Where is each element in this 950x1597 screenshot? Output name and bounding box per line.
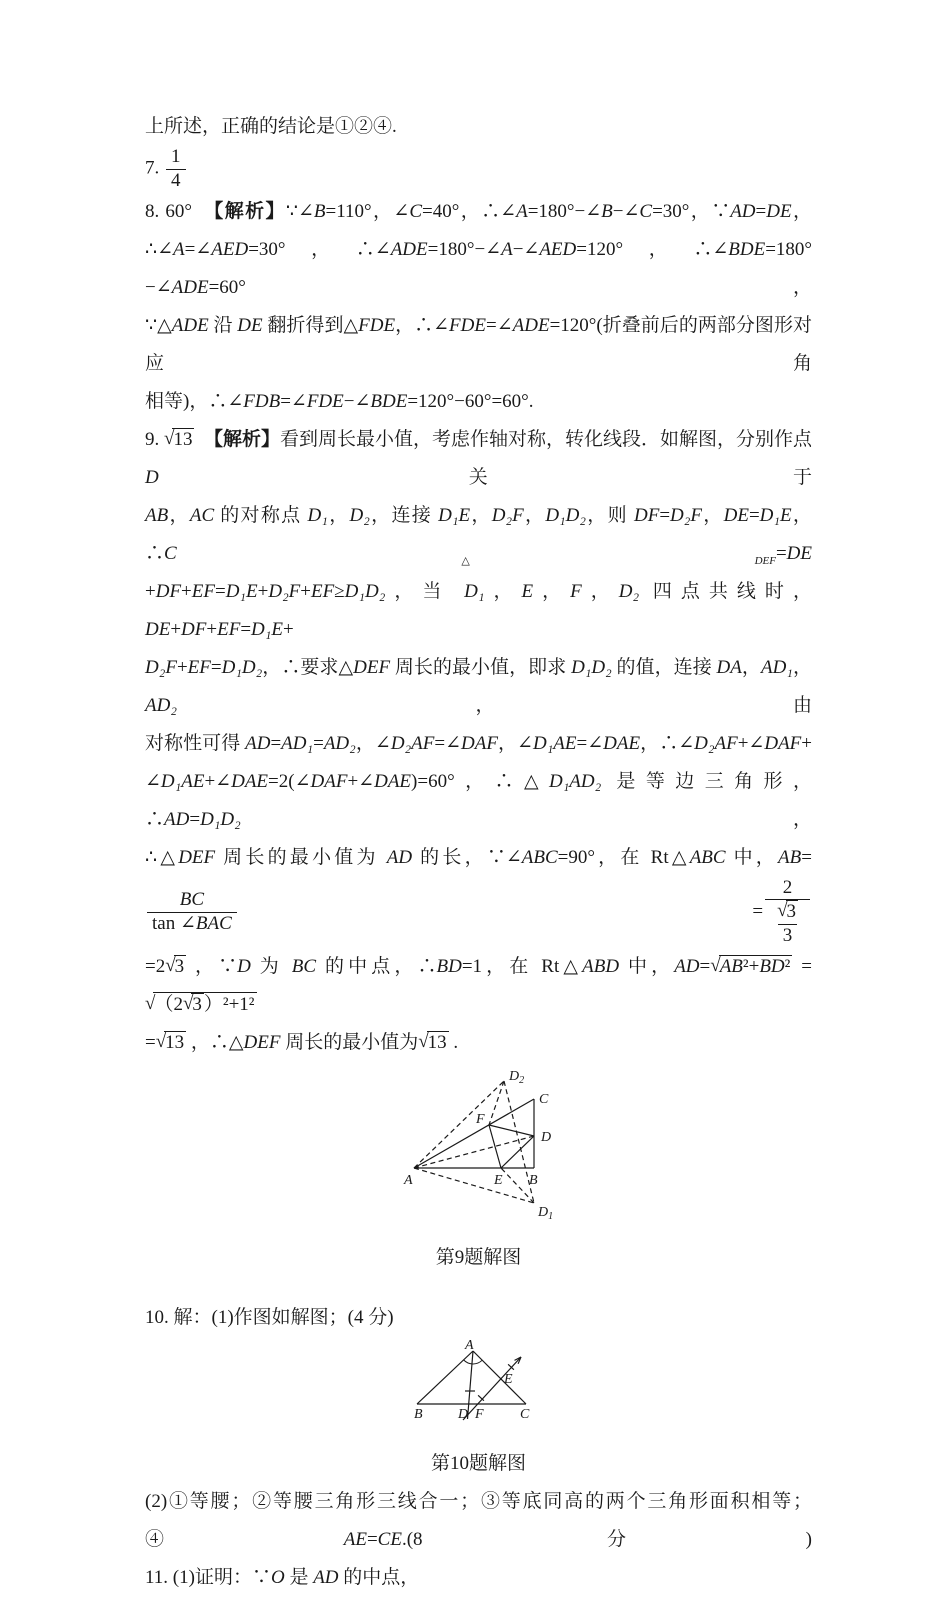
text-line: D₂F+EF=D₁D₂，∴要求△DEF 周长的最小值，即求 D₁D₂ 的值，连接 DA，AD₁，AD₂，由 xyxy=(145,656,812,716)
figure-10-diagram xyxy=(411,1337,546,1436)
text-line: 10. 解：(1)作图如解图；(4 分) xyxy=(145,1306,394,1328)
figure-9-caption: 第9题解图 xyxy=(435,1246,522,1268)
text-line: =√13 ，∴△DEF 周长的最小值为√13 . xyxy=(145,1030,459,1053)
solution-lines-top xyxy=(145,108,812,1062)
text-line: AB，AC 的对称点 D₁，D₂，连接 D₁E，D₂F，D₁D₂，则 DF=D₂F，DE=D₁E，$\therefore C_{\triangle DEF}=DE$ xyxy=(145,504,812,567)
figure-9-block xyxy=(145,1068,812,1271)
text-line: 8. 60° 【解析】∵∠B=110°，∠C=40°，∴∠A=180°−∠B−∠C=30°，∵AD=DE， xyxy=(145,200,812,222)
svg-text:C: C xyxy=(520,1406,530,1422)
svg-text:B: B xyxy=(528,1172,538,1188)
text-line: 11. (1)证明：∵O 是 AD 的中点， xyxy=(145,1566,420,1588)
svg-text:E: E xyxy=(493,1172,503,1188)
text-line: 上所述，正确的结论是①②④. xyxy=(145,116,397,137)
text-line: ∴∠A=∠AED=30°，∴∠ADE=180°−∠A−∠AED=120°，∴∠BDE=180°−∠ADE=60°， xyxy=(145,238,813,298)
solution-lines-mid xyxy=(145,1299,812,1337)
solution-content xyxy=(145,108,812,1597)
svg-text:B: B xyxy=(414,1406,423,1422)
solution-lines-bottom xyxy=(145,1483,812,1597)
svg-text:F: F xyxy=(475,1406,484,1422)
figure-10-block xyxy=(145,1337,812,1477)
text-line: ∴△DEF 周长的最小值为 AD 的长，∵∠ABC=90°，在 Rt△ABC 中，AB= $\frac{BC}{\text{tan ∠BAC}}$ = $\frac{2}{\frac{√3}{3}}$ xyxy=(145,846,812,947)
text-line: 相等)，∴∠FDB=∠FDE−∠BDE=120°−60°=60°. xyxy=(145,390,534,412)
text-line: ∠D₁AE+∠DAE=2(∠DAF+∠DAE)=60°，∴△D₁AD₂ 是等边三角形，∴AD=D₁D₂， xyxy=(145,770,812,830)
text-line: 9. √13 【解析】看到周长最小值，考虑作轴对称，转化线段．如解图，分别作点 D 关于 xyxy=(145,427,812,488)
svg-text:D: D xyxy=(540,1129,551,1145)
text-line: ∵△ADE 沿 DE 翻折得到△FDE，∴∠FDE=∠ADE=120°(折叠前后的两部分图形对应角 xyxy=(145,314,812,374)
figure-9-diagram xyxy=(394,1068,564,1226)
text-line: =2√3 ，∵D 为 BC 的中点，∴BD=1，在 Rt△ABD 中，AD=√AB²+BD² =√（2√3 ）²+1² xyxy=(145,954,812,1015)
svg-text:A: A xyxy=(465,1337,474,1353)
svg-text:F: F xyxy=(475,1111,485,1127)
figure-10-caption: 第10题解图 xyxy=(430,1452,526,1474)
text-line: (2)①等腰；②等腰三角形三线合一；③等底同高的两个三角形面积相等；④AE=CE.(8 分) xyxy=(145,1490,812,1550)
figure-9 xyxy=(145,1068,812,1231)
svg-text:E: E xyxy=(504,1371,513,1387)
svg-text:D1: $D_1$ xyxy=(537,1204,553,1222)
svg-text:A: A xyxy=(403,1172,413,1188)
svg-text:D2: $D_2$ xyxy=(508,1068,524,1086)
svg-text:D: D xyxy=(458,1406,469,1422)
svg-text:C: C xyxy=(538,1091,548,1107)
text-line: 对称性可得 AD=AD₁=AD₂，∠D₂AF=∠DAF，∠D₁AE=∠DAE，∴∠D₂AF+∠DAF+ xyxy=(145,732,812,754)
figure-10 xyxy=(145,1337,812,1441)
text-line: +DF+EF=D₁E+D₂F+EF≥D₁D₂，当 D₁，E，F，D₂ 四点共线时，DE+DF+EF=D₁E+ xyxy=(145,580,812,640)
text-line: 7. $\frac{1}{4}$ xyxy=(145,146,812,193)
